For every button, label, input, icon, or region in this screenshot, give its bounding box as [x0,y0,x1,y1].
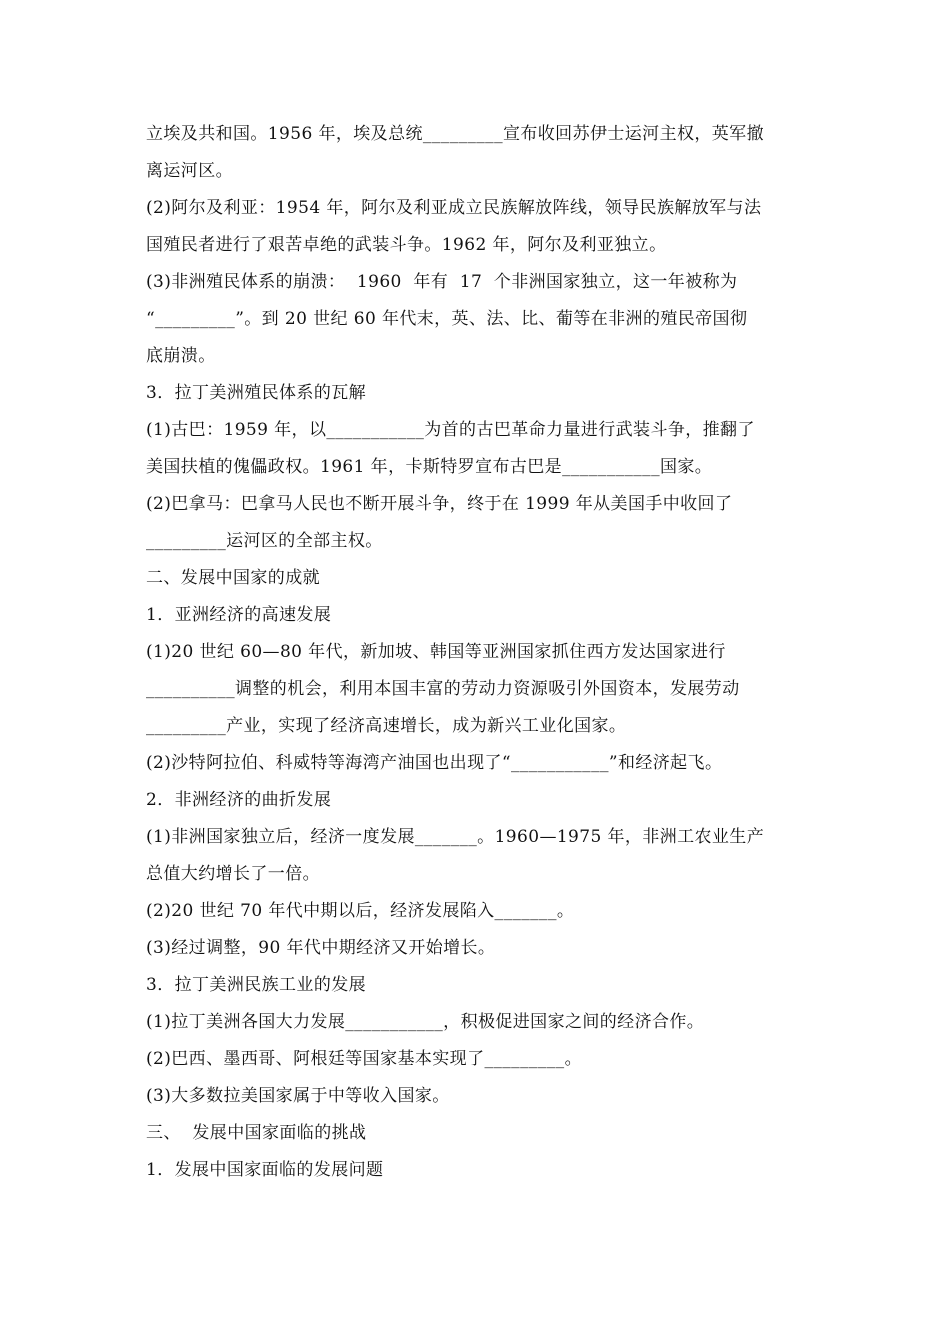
text-line: 离运河区。 [146,161,233,181]
text-line: _________运河区的全部主权。 [146,531,383,551]
text-line: 国殖民者进行了艰苦卓绝的武装斗争。1962 年，阿尔及利亚独立。 [146,235,667,255]
text-line: (3)经过调整，90 年代中期经济又开始增长。 [146,938,496,958]
section-heading: 二、发展中国家的成就 [146,568,320,588]
section-heading: 3．拉丁美洲殖民体系的瓦解 [146,383,367,403]
text-line: __________调整的机会，利用本国丰富的劳动力资源吸引外国资本，发展劳动 [146,679,740,699]
text-line: (3)大多数拉美国家属于中等收入国家。 [146,1086,450,1106]
section-heading: 1．发展中国家面临的发展问题 [146,1160,384,1180]
text-line: 美国扶植的傀儡政权。1961 年，卡斯特罗宣布古巴是___________国家。 [146,457,713,477]
text-line: (1)拉丁美洲各国大力发展___________，积极促进国家之间的经济合作。 [146,1012,705,1032]
text-line: (1)20 世纪 60—80 年代，新加坡、韩国等亚洲国家抓住西方发达国家进行 [146,642,726,662]
section-heading: 1．亚洲经济的高速发展 [146,605,332,625]
text-line: (1)古巴：1959 年，以___________为首的古巴革命力量进行武装斗争，推翻了 [146,420,755,440]
text-line: _________产业，实现了经济高速增长，成为新兴工业化国家。 [146,716,627,736]
text-line: (2)沙特阿拉伯、科威特等海湾产油国也出现了“___________”和经济起飞。 [146,753,723,773]
text-line: (3)非洲殖民体系的崩溃： 1960 年有 17 个非洲国家独立，这一年被称为 [146,272,738,292]
text-line: (2)巴拿马：巴拿马人民也不断开展斗争，终于在 1999 年从美国手中收回了 [146,494,733,514]
text-line: “_________”。到 20 世纪 60 年代末，英、法、比、葡等在非洲的殖民帝国彻 [146,309,748,329]
text-line: 总值大约增长了一倍。 [146,864,320,884]
text-line: (2)阿尔及利亚：1954 年，阿尔及利亚成立民族解放阵线，领导民族解放军与法 [146,198,762,218]
text-line: 底崩溃。 [146,346,216,366]
text-line: (2)20 世纪 70 年代中期以后，经济发展陷入_______。 [146,901,575,921]
text-line: 立埃及共和国。1956 年，埃及总统_________宣布收回苏伊士运河主权，英军撤 [146,124,764,144]
text-line: (1)非洲国家独立后，经济一度发展_______。1960—1975 年，非洲工农业生产 [146,827,765,847]
section-heading: 3．拉丁美洲民族工业的发展 [146,975,367,995]
text-line: (2)巴西、墨西哥、阿根廷等国家基本实现了_________。 [146,1049,582,1069]
section-heading: 三、 发展中国家面临的挑战 [146,1123,367,1143]
section-heading: 2．非洲经济的曲折发展 [146,790,332,810]
